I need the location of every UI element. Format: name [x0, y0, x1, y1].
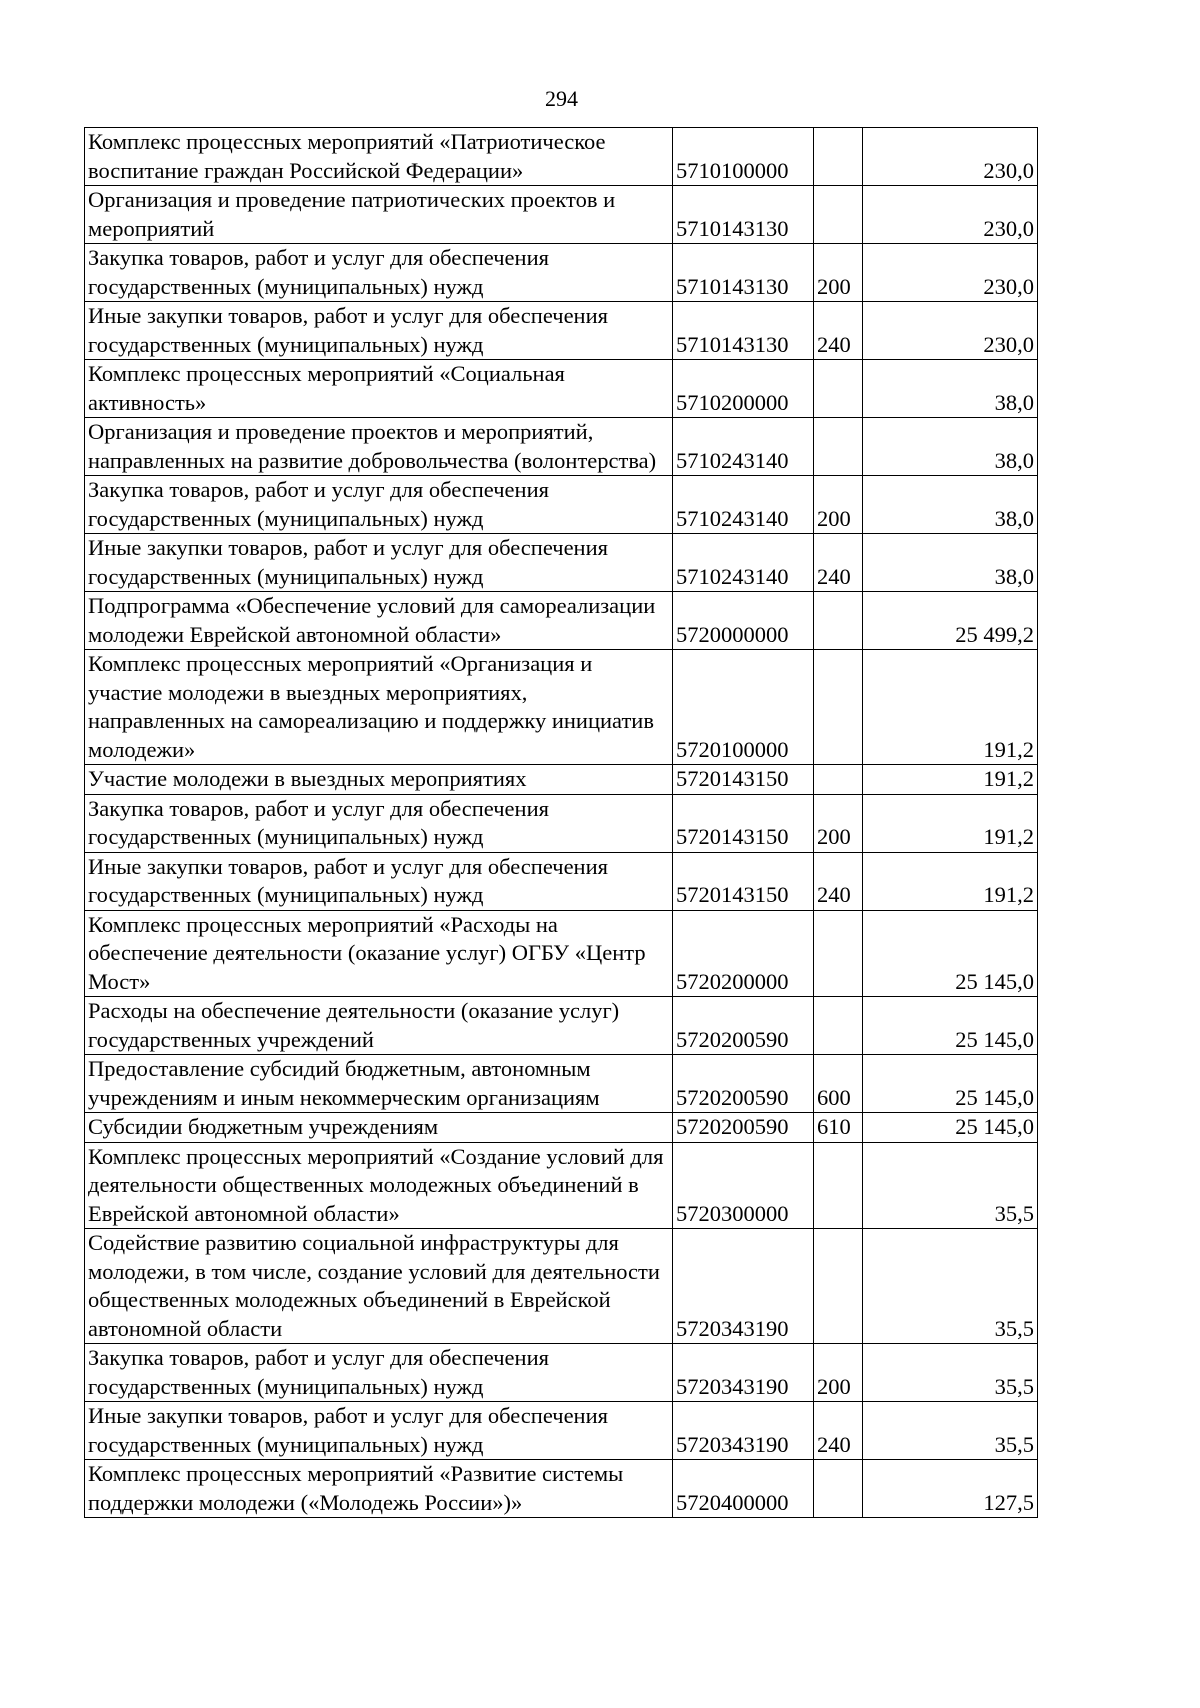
expense-type-code-cell — [814, 1142, 863, 1229]
item-name-cell: Комплекс процессных мероприятий «Расходы на обеспечение деятельности (оказание услуг) ОГБУ «Центр Мост» — [85, 910, 673, 997]
item-name-cell: Подпрограмма «Обеспечение условий для самореализации молодежи Еврейской автономной области» — [85, 592, 673, 650]
table-row — [85, 1113, 1038, 1143]
target-article-code-cell: 5720200590 — [673, 997, 814, 1055]
table-row — [85, 765, 1038, 795]
amount-cell: 35,5 — [863, 1402, 1038, 1460]
expense-type-code-cell: 610 — [814, 1113, 863, 1143]
item-name-cell: Иные закупки товаров, работ и услуг для обеспечения государственных (муниципальных) нужд — [85, 302, 673, 360]
item-name-cell: Иные закупки товаров, работ и услуг для обеспечения государственных (муниципальных) нужд — [85, 852, 673, 910]
item-name-cell: Комплекс процессных мероприятий «Социальная активность» — [85, 360, 673, 418]
expense-type-code-cell: 200 — [814, 244, 863, 302]
expense-type-code-cell — [814, 128, 863, 186]
table-row — [85, 128, 1038, 186]
expense-type-code-cell: 240 — [814, 1402, 863, 1460]
amount-cell: 25 145,0 — [863, 910, 1038, 997]
expense-type-code-cell — [814, 997, 863, 1055]
amount-cell: 38,0 — [863, 534, 1038, 592]
item-name-cell: Расходы на обеспечение деятельности (оказание услуг) государственных учреждений — [85, 997, 673, 1055]
amount-cell: 25 145,0 — [863, 997, 1038, 1055]
amount-cell: 35,5 — [863, 1229, 1038, 1344]
table-row — [85, 244, 1038, 302]
table-row — [85, 1460, 1038, 1518]
table-row — [85, 360, 1038, 418]
amount-cell: 25 499,2 — [863, 592, 1038, 650]
item-name-cell: Предоставление субсидий бюджетным, автономным учреждениям и иным некоммерческим организациям — [85, 1055, 673, 1113]
item-name-cell: Комплекс процессных мероприятий «Развитие системы поддержки молодежи («Молодежь России»)» — [85, 1460, 673, 1518]
item-name-cell: Организация и проведение проектов и мероприятий, направленных на развитие добровольчества (волонтерства) — [85, 418, 673, 476]
target-article-code-cell: 5720400000 — [673, 1460, 814, 1518]
amount-cell: 191,2 — [863, 852, 1038, 910]
table-row — [85, 534, 1038, 592]
table-row — [85, 1055, 1038, 1113]
target-article-code-cell: 5710100000 — [673, 128, 814, 186]
expense-type-code-cell — [814, 1229, 863, 1344]
target-article-code-cell: 5720300000 — [673, 1142, 814, 1229]
table-row — [85, 1229, 1038, 1344]
table-row — [85, 997, 1038, 1055]
item-name-cell: Закупка товаров, работ и услуг для обеспечения государственных (муниципальных) нужд — [85, 794, 673, 852]
amount-cell: 25 145,0 — [863, 1055, 1038, 1113]
target-article-code-cell: 5720143150 — [673, 852, 814, 910]
item-name-cell: Закупка товаров, работ и услуг для обеспечения государственных (муниципальных) нужд — [85, 244, 673, 302]
amount-cell: 230,0 — [863, 128, 1038, 186]
amount-cell: 230,0 — [863, 302, 1038, 360]
item-name-cell: Иные закупки товаров, работ и услуг для обеспечения государственных (муниципальных) нужд — [85, 1402, 673, 1460]
amount-cell: 25 145,0 — [863, 1113, 1038, 1143]
expense-type-code-cell — [814, 765, 863, 795]
expense-type-code-cell — [814, 650, 863, 765]
table-row — [85, 186, 1038, 244]
amount-cell: 35,5 — [863, 1344, 1038, 1402]
item-name-cell: Субсидии бюджетным учреждениям — [85, 1113, 673, 1143]
amount-cell: 38,0 — [863, 360, 1038, 418]
target-article-code-cell: 5720143150 — [673, 765, 814, 795]
expense-type-code-cell: 240 — [814, 302, 863, 360]
amount-cell: 38,0 — [863, 476, 1038, 534]
item-name-cell: Комплекс процессных мероприятий «Организация и участие молодежи в выездных мероприятиях, направленных на самореализацию и поддержку инициатив молодежи» — [85, 650, 673, 765]
target-article-code-cell: 5720200000 — [673, 910, 814, 997]
budget-table-body — [85, 128, 1038, 1518]
table-row — [85, 418, 1038, 476]
target-article-code-cell: 5720100000 — [673, 650, 814, 765]
item-name-cell: Участие молодежи в выездных мероприятиях — [85, 765, 673, 795]
amount-cell: 230,0 — [863, 186, 1038, 244]
table-row — [85, 592, 1038, 650]
expense-type-code-cell — [814, 1460, 863, 1518]
item-name-cell: Комплекс процессных мероприятий «Патриотическое воспитание граждан Российской Федерации» — [85, 128, 673, 186]
target-article-code-cell: 5720343190 — [673, 1402, 814, 1460]
expense-type-code-cell — [814, 592, 863, 650]
expense-type-code-cell: 200 — [814, 476, 863, 534]
table-row — [85, 852, 1038, 910]
item-name-cell: Иные закупки товаров, работ и услуг для обеспечения государственных (муниципальных) нужд — [85, 534, 673, 592]
target-article-code-cell: 5720143150 — [673, 794, 814, 852]
table-row — [85, 1142, 1038, 1229]
amount-cell: 38,0 — [863, 418, 1038, 476]
table-row — [85, 302, 1038, 360]
table-row — [85, 476, 1038, 534]
amount-cell: 127,5 — [863, 1460, 1038, 1518]
table-row — [85, 1344, 1038, 1402]
expense-type-code-cell — [814, 418, 863, 476]
target-article-code-cell: 5720200590 — [673, 1113, 814, 1143]
table-row — [85, 794, 1038, 852]
expense-type-code-cell: 600 — [814, 1055, 863, 1113]
expense-type-code-cell: 240 — [814, 534, 863, 592]
target-article-code-cell: 5720343190 — [673, 1229, 814, 1344]
expense-type-code-cell — [814, 186, 863, 244]
target-article-code-cell: 5720343190 — [673, 1344, 814, 1402]
expense-type-code-cell: 200 — [814, 794, 863, 852]
item-name-cell: Содействие развитию социальной инфраструктуры для молодежи, в том числе, создание условий для деятельности общественных молодежных объединений в Еврейской автономной области — [85, 1229, 673, 1344]
amount-cell: 35,5 — [863, 1142, 1038, 1229]
item-name-cell: Комплекс процессных мероприятий «Создание условий для деятельности общественных молодежных объединений в Еврейской автономной области» — [85, 1142, 673, 1229]
item-name-cell: Закупка товаров, работ и услуг для обеспечения государственных (муниципальных) нужд — [85, 1344, 673, 1402]
table-row — [85, 1402, 1038, 1460]
target-article-code-cell: 5710143130 — [673, 186, 814, 244]
target-article-code-cell: 5710243140 — [673, 418, 814, 476]
item-name-cell: Закупка товаров, работ и услуг для обеспечения государственных (муниципальных) нужд — [85, 476, 673, 534]
target-article-code-cell: 5710143130 — [673, 302, 814, 360]
target-article-code-cell: 5710243140 — [673, 476, 814, 534]
amount-cell: 191,2 — [863, 650, 1038, 765]
amount-cell: 230,0 — [863, 244, 1038, 302]
expense-type-code-cell: 200 — [814, 1344, 863, 1402]
target-article-code-cell: 5710200000 — [673, 360, 814, 418]
item-name-cell: Организация и проведение патриотических проектов и мероприятий — [85, 186, 673, 244]
target-article-code-cell: 5710143130 — [673, 244, 814, 302]
page-number: 294 — [545, 86, 578, 111]
budget-table — [84, 127, 1038, 1518]
amount-cell: 191,2 — [863, 794, 1038, 852]
target-article-code-cell: 5710243140 — [673, 534, 814, 592]
amount-cell: 191,2 — [863, 765, 1038, 795]
table-row — [85, 650, 1038, 765]
expense-type-code-cell: 240 — [814, 852, 863, 910]
table-row — [85, 910, 1038, 997]
target-article-code-cell: 5720200590 — [673, 1055, 814, 1113]
expense-type-code-cell — [814, 360, 863, 418]
target-article-code-cell: 5720000000 — [673, 592, 814, 650]
expense-type-code-cell — [814, 910, 863, 997]
